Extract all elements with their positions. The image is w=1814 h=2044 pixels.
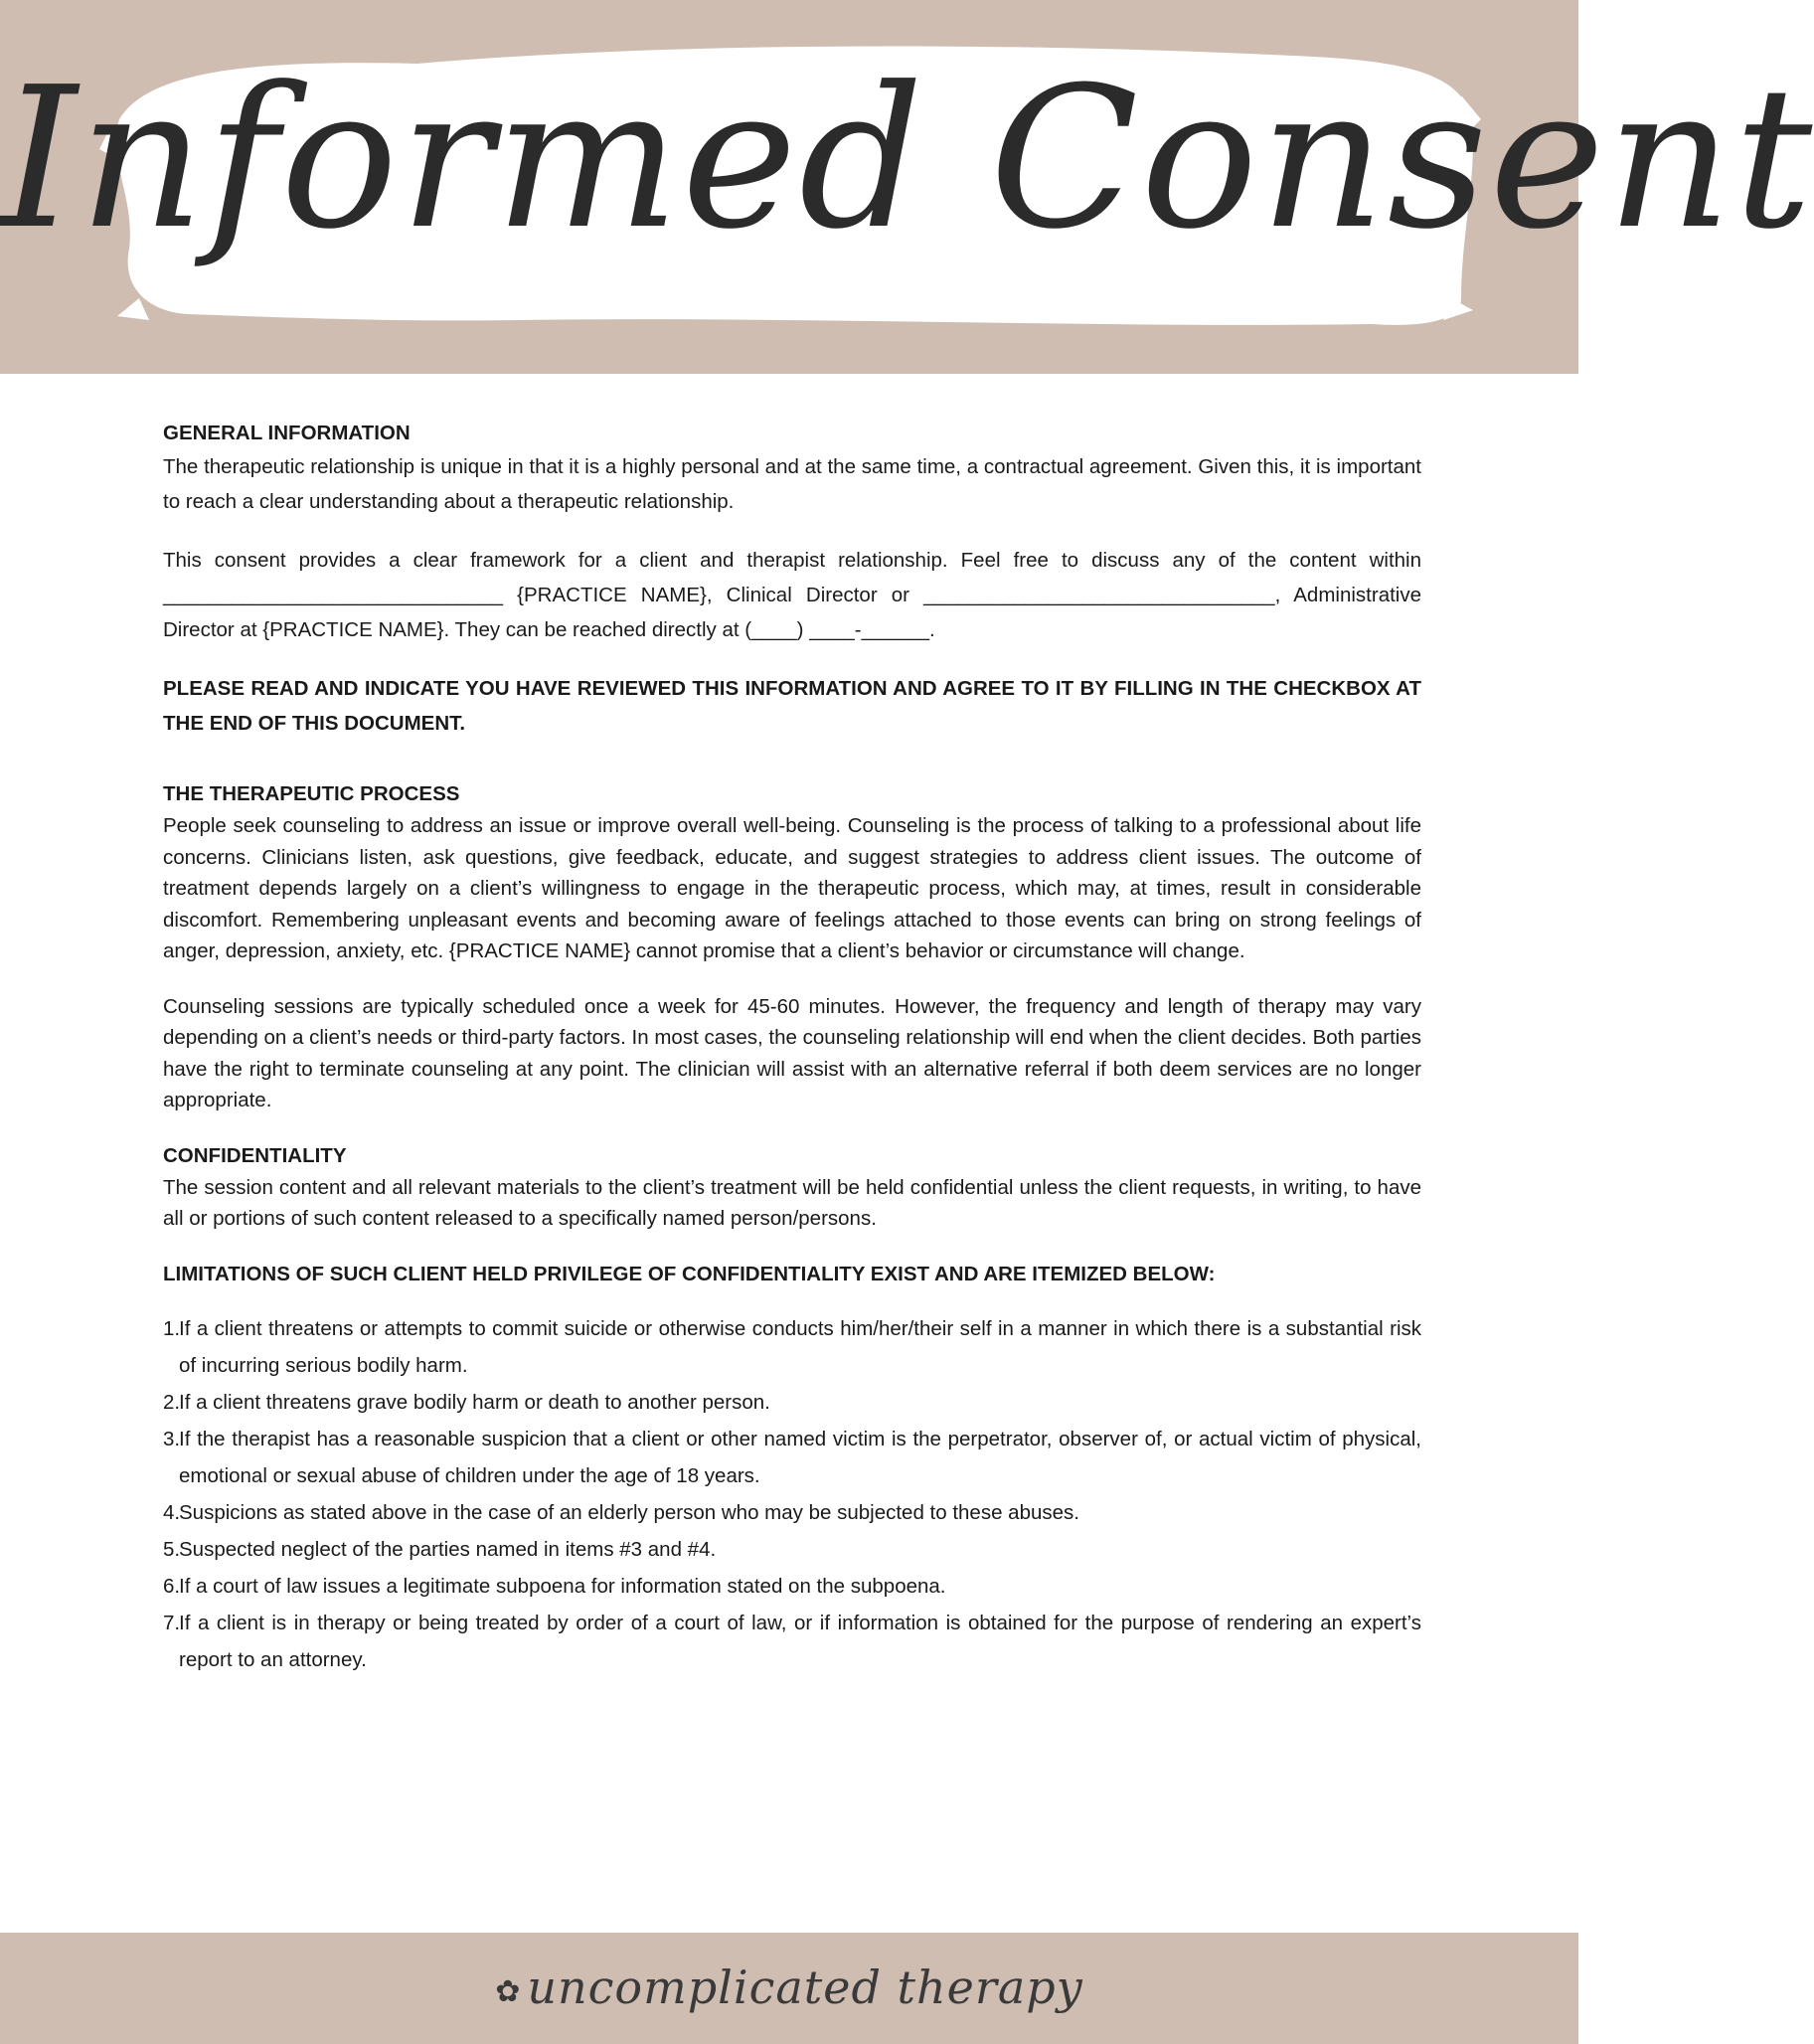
list-item: 7. If a client is in therapy or being treated by order of a court of law, or if information is obtained for the purpose of rendering an expert’s report to an attorney. — [163, 1611, 1421, 1671]
agreement-notice: PLEASE READ AND INDICATE YOU HAVE REVIEWED THIS INFORMATION AND AGREE TO IT BY FILLING IN THE CHECKBOX AT THE END OF THIS DOCUMENT. — [163, 677, 1421, 735]
footer-logo-text: uncomplicated therapy — [527, 1960, 1083, 2014]
list-item: 6. If a court of law issues a legitimate subpoena for information stated on the subpoena. — [163, 1574, 946, 1598]
page-title: Informed Consent — [0, 46, 1814, 272]
process-heading: THE THERAPEUTIC PROCESS — [163, 782, 460, 805]
general-heading: GENERAL INFORMATION — [163, 422, 411, 444]
scribble-icon: ✿ — [495, 1973, 522, 2009]
limitations-heading: LIMITATIONS OF SUCH CLIENT HELD PRIVILEGE OF CONFIDENTIALITY EXIST AND ARE ITEMIZED BELOW: — [163, 1262, 1216, 1285]
general-paragraph-1: The therapeutic relationship is unique in that it is a highly personal and at the same time, a contractual agreement. Given this, it is important to reach a clear understanding about a therapeutic relationship. — [163, 455, 1421, 513]
document-body — [163, 418, 1421, 1678]
process-paragraph-2: Counseling sessions are typically scheduled once a week for 45-60 minutes. However, the frequency and length of therapy may vary depending on a client’s needs or third-party factors. In most cases, the counseling relationship will end when the client decides. Both parties have the right to terminate counseling at any point. The clinician will assist with an alternative referral if both deem services are no longer appropriate. — [163, 994, 1421, 1111]
limitations-list — [163, 1310, 1421, 1678]
header-band — [0, 0, 1814, 374]
confidentiality-paragraph: The session content and all relevant materials to the client’s treatment will be held confidential unless the client requests, in writing, to have all or portions of such content released to a specifically named person/persons. — [163, 1175, 1421, 1230]
confidentiality-heading: CONFIDENTIALITY — [163, 1143, 347, 1167]
footer-band — [0, 1933, 1578, 2044]
list-item: 1. If a client threatens or attempts to commit suicide or otherwise conducts him/her/their self in a manner in which there is a substantial risk of incurring serious bodily harm. — [163, 1316, 1421, 1377]
list-item: 4. Suspicions as stated above in the case of an elderly person who may be subjected to these abuses. — [163, 1500, 1079, 1524]
general-paragraph-2: This consent provides a clear framework for a client and therapist relationship. Feel free to discuss any of the content within ______________________________ {PRACTICE NAME}, Clinical Director or _______________________________, Administrative Director at {PRACTICE NAME}. They can be reached directly at (____) ____-______. — [163, 549, 1421, 641]
footer-logo — [0, 1960, 1578, 2014]
list-item: 3. If the therapist has a reasonable suspicion that a client or other named victim is the perpetrator, observer of, or actual victim of physical, emotional or sexual abuse of children under the age of 18 years. — [163, 1427, 1421, 1487]
list-item: 5. Suspected neglect of the parties named in items #3 and #4. — [163, 1537, 717, 1561]
list-item: 2. If a client threatens grave bodily harm or death to another person. — [163, 1390, 770, 1414]
process-paragraph-1: People seek counseling to address an issue or improve overall well-being. Counseling is the process of talking to a professional about life concerns. Clinicians listen, ask questions, give feedback, educate, and suggest strategies to address client issues. The outcome of treatment depends largely on a client’s willingness to engage in the therapeutic process, which may, at times, result in considerable discomfort. Remembering unpleasant events and becoming aware of feelings attached to those events can bring on strong feelings of anger, depression, anxiety, etc. {PRACTICE NAME} cannot promise that a client’s behavior or circumstance will change. — [163, 814, 1421, 962]
